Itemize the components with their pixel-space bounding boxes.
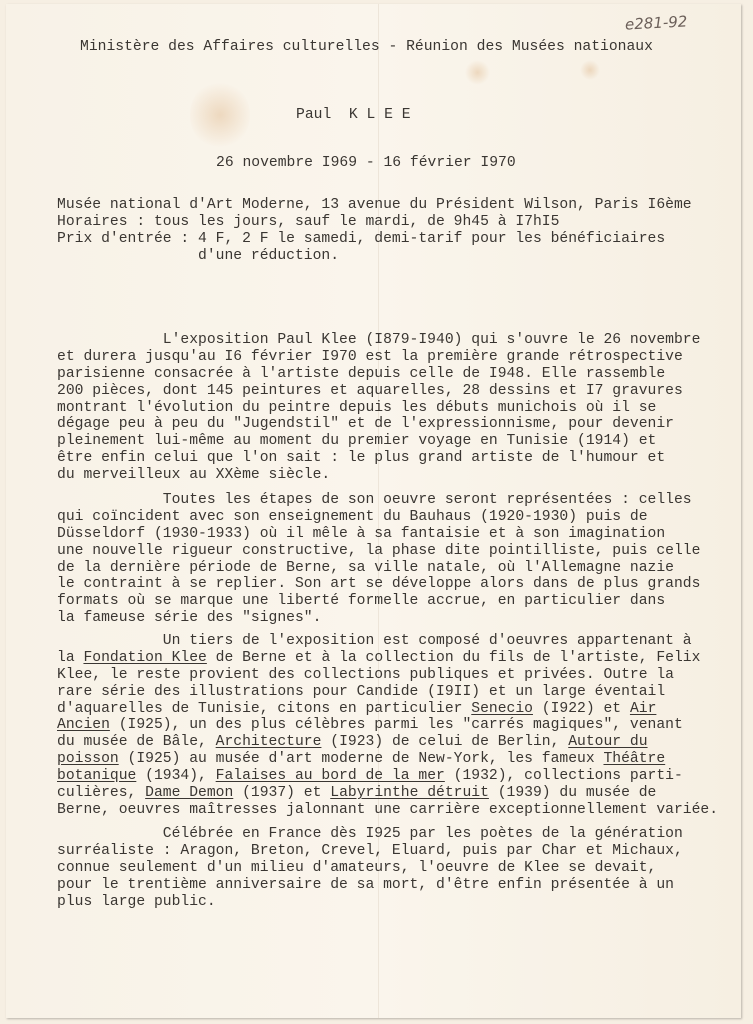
text-segment: (I922) et [532, 700, 630, 717]
text-segment: de la dernière période de Berne, sa ville natale, où l'Allemagne nazie [57, 559, 674, 576]
text-segment: connue seulement d'un milieu d'amateurs, l'oeuvre de Klee se devait, [57, 859, 657, 876]
text-line [57, 785, 718, 802]
text-line [57, 894, 683, 911]
paragraph-1 [57, 332, 700, 484]
text-segment: Célébrée en France dès I925 par les poètes de la génération [57, 826, 683, 842]
artwork-title: botanique [57, 768, 137, 785]
text-line [57, 450, 700, 467]
text-segment: Un tiers de l'exposition est composé d'oeuvres appartenant à [57, 633, 692, 649]
text-line [57, 751, 718, 768]
text-segment: Düsseldorf (1930-1933) où il mêle à sa fantaisie et à son imagination [57, 525, 666, 542]
text-segment: le contraint à se replier. Son art se développe alors dans de plus grands [57, 576, 701, 593]
info-line: Musée national d'Art Moderne, 13 avenue du Président Wilson, Paris I6ème [57, 197, 692, 213]
text-line [57, 543, 700, 560]
exhibition-dates: 26 novembre I969 - 16 février I970 [216, 155, 516, 171]
text-line [57, 802, 718, 819]
paragraph-2 [57, 492, 700, 627]
text-segment: Berne, oeuvres maîtresses jalonnant une carrière exceptionnellement variée. [57, 801, 719, 818]
text-segment: de Berne et à la collection du fils de l'artiste, Felix [206, 649, 701, 666]
artwork-title: Air [629, 700, 657, 717]
practical-info [57, 197, 692, 265]
artwork-title: Autour du [568, 734, 648, 751]
artwork-title: Falaises au bord de la mer [215, 768, 445, 785]
text-line [57, 701, 718, 718]
info-line: d'une réduction. [57, 247, 340, 264]
text-line [57, 768, 718, 785]
text-segment: (1932), collections parti- [444, 768, 683, 785]
text-segment: rare série des illustrations pour Candide (I9II) et un large éventail [57, 683, 666, 700]
text-segment: Toutes les étapes de son oeuvre seront représentées : celles [57, 492, 692, 508]
text-segment: L'exposition Paul Klee (I879-I940) qui s'ouvre le 26 novembre [57, 332, 701, 348]
text-segment: (1934), [136, 768, 216, 785]
text-line [57, 576, 700, 593]
text-line [57, 734, 718, 751]
artwork-title: Labyrinthe détruit [330, 785, 489, 802]
text-segment: la fameuse série des "signes". [57, 610, 322, 627]
text-line [57, 633, 718, 650]
text-line [57, 843, 683, 860]
text-line [57, 667, 718, 684]
artwork-title: Théâtre [603, 751, 666, 768]
text-segment: montrant l'évolution du peintre depuis les débuts munichois où il se [57, 399, 657, 416]
text-line [57, 332, 700, 349]
letterhead: Ministère des Affaires culturelles - Réunion des Musées nationaux [80, 39, 653, 55]
info-line: Horaires : tous les jours, sauf le mardi, de 9h45 à I7hI5 [57, 213, 560, 230]
text-segment: (1939) du musée de [488, 785, 657, 802]
text-line [57, 860, 683, 877]
text-segment: (I925), un des plus célèbres parmi les "carrés magiques", venant [109, 717, 683, 734]
text-segment: la [57, 649, 84, 666]
artwork-title: poisson [57, 751, 119, 768]
text-segment: une nouvelle rigueur constructive, la phase dite pointilliste, puis celle [57, 542, 701, 559]
text-segment: et durera jusqu'au I6 février I970 est la première grande rétrospective [57, 348, 683, 365]
text-line [57, 509, 700, 526]
text-segment: (1937) et [233, 785, 331, 802]
paragraph-4 [57, 826, 683, 910]
text-segment: être enfin celui que l'on sait : le plus grand artiste de l'humour et [57, 450, 666, 467]
text-segment: (I925) au musée d'art moderne de New-York, les fameux [118, 751, 604, 768]
handwritten-annotation: e281-92 [624, 12, 688, 34]
text-line [57, 717, 718, 734]
text-segment: qui coïncident avec son enseignement du Bauhaus (1920-1930) puis de [57, 508, 648, 525]
text-segment: plus large public. [57, 893, 216, 910]
text-line [57, 560, 700, 577]
artwork-title: Senecio [471, 700, 533, 717]
text-segment: formats où se marque une liberté formelle accrue, en particulier dans [57, 593, 666, 610]
text-segment: pour le trentième anniversaire de sa mort, d'être enfin présentée à un [57, 876, 674, 893]
text-segment: d'aquarelles de Tunisie, citons en particulier [57, 700, 472, 717]
text-line [57, 433, 700, 450]
text-segment: culières, [57, 785, 146, 802]
text-line [57, 383, 700, 400]
artwork-title: Architecture [215, 734, 322, 751]
text-segment: surréaliste : Aragon, Breton, Crevel, Eluard, puis par Char et Michaux, [57, 842, 683, 859]
paragraph-3 [57, 633, 718, 819]
text-line [57, 526, 700, 543]
text-segment: dégage peu à peu du "Jugendstil" et de l'expressionnisme, pour devenir [57, 416, 674, 433]
text-segment: du merveilleux au XXème siècle. [57, 467, 331, 484]
text-line [57, 877, 683, 894]
artwork-title: Fondation Klee [83, 649, 207, 666]
artwork-title: Dame Demon [145, 785, 234, 802]
paper-stain [580, 60, 600, 80]
artwork-title: Ancien [57, 717, 110, 734]
text-line [57, 610, 700, 627]
text-segment: parisienne consacrée à l'artiste depuis celle de I948. Elle rassemble [57, 365, 666, 382]
text-segment: 200 pièces, dont 145 peintures et aquarelles, 28 dessins et I7 gravures [57, 382, 683, 399]
text-segment: pleinement lui-même au moment du premier voyage en Tunisie (1914) et [57, 433, 657, 450]
text-line [57, 492, 700, 509]
text-line [57, 349, 700, 366]
text-segment: du musée de Bâle, [57, 734, 216, 751]
text-line [57, 416, 700, 433]
text-line [57, 593, 700, 610]
text-line [57, 826, 683, 843]
text-line [57, 467, 700, 484]
text-line [57, 400, 700, 417]
text-segment: (I923) de celui de Berlin, [321, 734, 569, 751]
text-line [57, 650, 718, 667]
text-line [57, 684, 718, 701]
paper-stain [465, 60, 490, 85]
text-segment: Klee, le reste provient des collections publiques et privées. Outre la [57, 666, 674, 683]
info-line: Prix d'entrée : 4 F, 2 F le samedi, demi-tarif pour les bénéficiaires [57, 230, 666, 247]
paper-stain [190, 80, 250, 150]
document-title: Paul K L E E [296, 107, 411, 123]
text-line [57, 366, 700, 383]
